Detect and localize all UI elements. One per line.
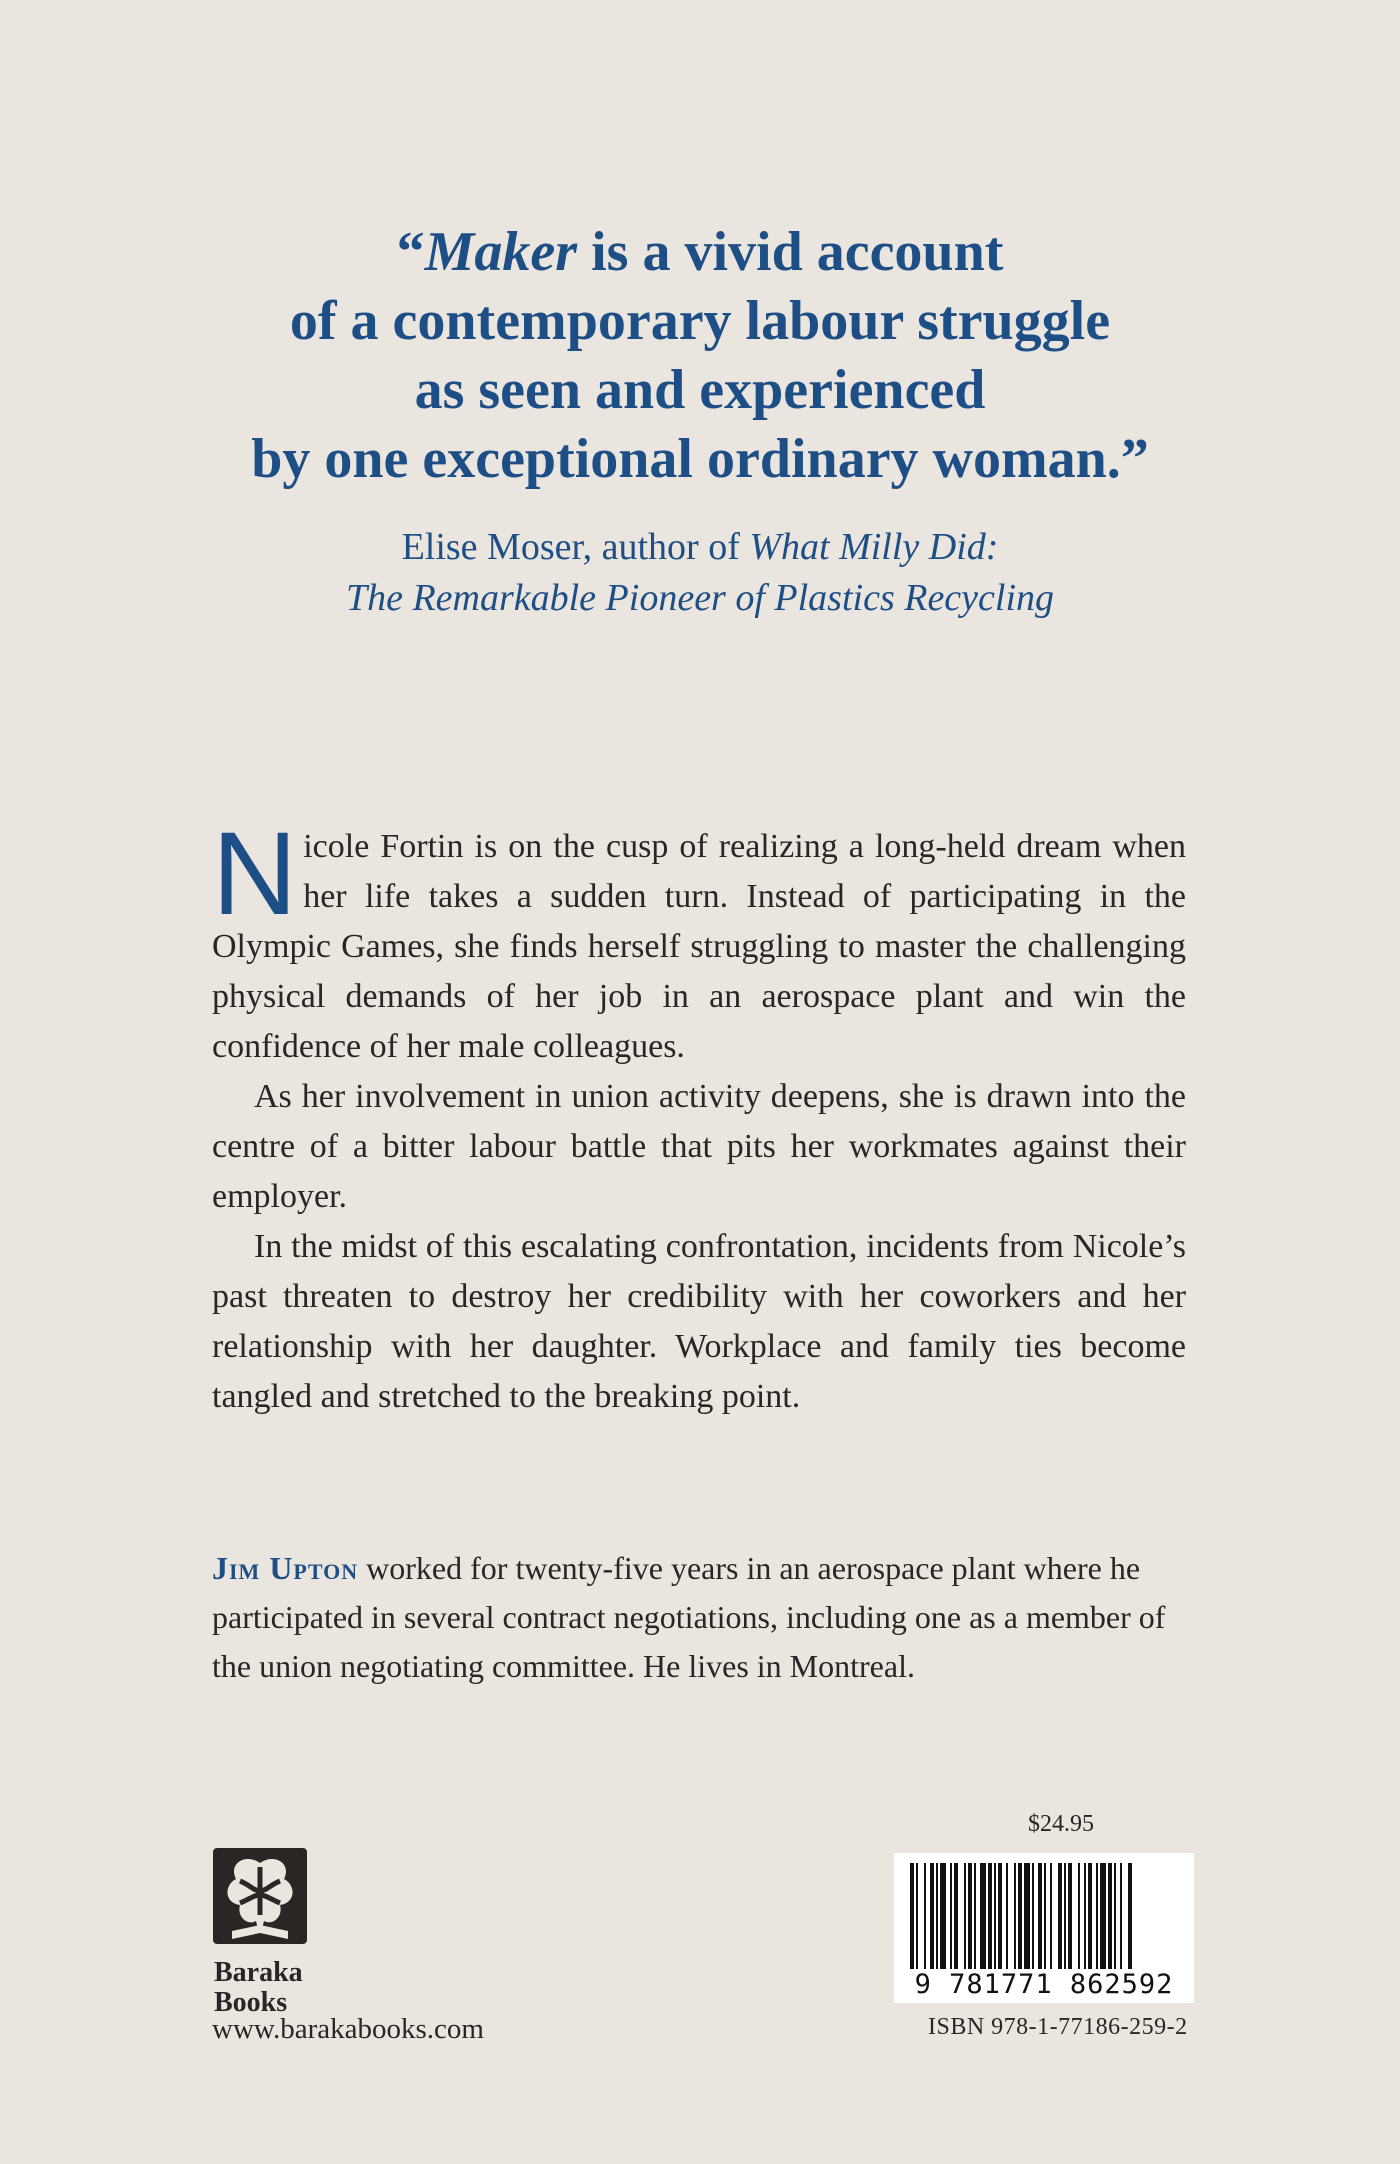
publisher-name-line-2: Books [214, 1987, 288, 2018]
description-paragraph-1 [212, 808, 1186, 1072]
publisher-website: www.barakabooks.com [212, 2013, 484, 2045]
barcode [894, 1853, 1194, 2003]
description-paragraph-1-text: icole Fortin is on the cusp of realizing a long-held dream when her life takes a sudden turn. Instead of participating in the Olympic Games, she finds herself struggling to master the challenging physical demands of her job in an aerospace plant and win the confidence of her male colleagues. [212, 828, 1186, 1065]
quote-attribution [0, 522, 1400, 624]
barcode-digits: 9 781771 862592 [914, 1969, 1174, 2000]
author-name: Jim Upton [212, 1550, 359, 1586]
attribution-book-title-1: What Milly Did: [749, 526, 999, 568]
author-bio-text: worked for twenty-five years in an aerospace plant where he participated in several contract negotiations, including one as a member of the union negotiating committee. He lives in Montreal. [212, 1550, 1166, 1684]
quote-open-mark: “ [396, 221, 425, 283]
attribution-book-title-2: The Remarkable Pioneer of Plastics Recycling [345, 577, 1055, 619]
quote-line-1 [0, 218, 1400, 287]
isbn: ISBN 978-1-77186-259-2 [928, 2014, 1188, 2040]
barcode-bars-icon [910, 1863, 1178, 1969]
author-bio [212, 1544, 1192, 1691]
attribution-prefix: Elise Moser, author of [401, 526, 750, 568]
quote-book-title: Maker [424, 221, 578, 283]
blurb-quote [0, 218, 1400, 494]
description-paragraph-2: As her involvement in union activity deepens, she is drawn into the centre of a bitter labour battle that pits her workmates against their employer. [212, 1078, 1186, 1215]
description-paragraph-3: In the midst of this escalating confrontation, incidents from Nicole’s past threaten to destroy her credibility with her coworkers and her relationship with her daughter. Workplace and family ties become tangled and stretched to the breaking point. [212, 1228, 1186, 1415]
book-description [212, 808, 1186, 1422]
quote-line-2: of a contemporary labour struggle [289, 290, 1111, 352]
quote-line-4: by one exceptional ordinary woman.” [251, 428, 1149, 490]
price: $24.95 [1028, 1811, 1094, 1837]
publisher-logo-icon [210, 1845, 310, 1955]
drop-cap: N [212, 808, 298, 940]
quote-line-1-text: is a vivid account [591, 221, 1004, 283]
quote-line-3: as seen and experienced [414, 359, 986, 421]
publisher-name-line-1: Baraka [214, 1957, 303, 1988]
attribution-line-1 [0, 522, 1400, 573]
publisher-name [214, 1958, 334, 2018]
attribution-line-2 [0, 573, 1400, 624]
